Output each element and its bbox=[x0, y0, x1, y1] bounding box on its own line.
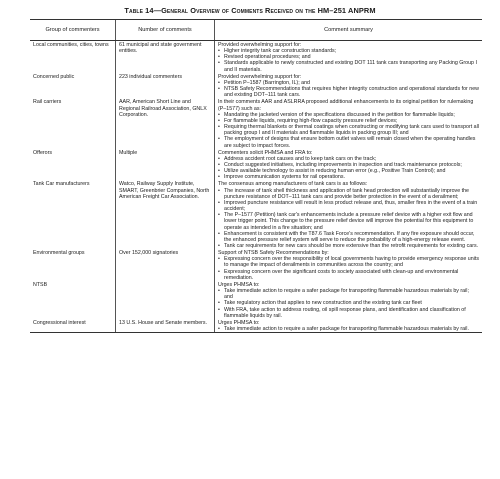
summary-bullet: • Improved puncture resistance will result in less product release and, thus, smaller fires in the event of a train accident; bbox=[218, 200, 479, 212]
cell-summary bbox=[215, 281, 482, 319]
cell-group: Rail carriers bbox=[30, 98, 116, 148]
cell-number: 61 municipal and state government entities. bbox=[116, 41, 215, 73]
summary-lead: In their comments AAR and ASLRRA proposed additional enhancements to its original petition for rulemaking (P–1577) such as: bbox=[218, 99, 474, 112]
summary-bullet: • Revised operational procedures; and bbox=[218, 54, 479, 60]
cell-number: AAR, American Short Line and Regional Railroad Association, GNLX Corporation. bbox=[116, 98, 215, 148]
summary-bullet: • Enhancement is consistent with the T87.6 Task Force's recommendation. If any fire exposure should occur, the enhanced pressure relief system will serve to reduce the probability of a high-energy release event. bbox=[218, 231, 479, 243]
summary-bullets bbox=[218, 288, 479, 319]
summary-bullet: • Standards applicable to newly constructed and existing DOT 111 tank cars transporting any Packing Group I and II materials. bbox=[218, 60, 479, 72]
cell-summary bbox=[215, 98, 482, 148]
table-title-prefix: Table 14— bbox=[124, 6, 162, 15]
summary-bullet: • With FRA, take action to address routing, oil spill response plans, and identification and classification of flammable liquids by rail. bbox=[218, 307, 479, 319]
header-group: Group of commenters bbox=[30, 20, 116, 40]
cell-group: Local communities, cities, towns bbox=[30, 41, 116, 73]
summary-bullet: • Take immediate action to require a safer package for transporting flammable hazardous materials by rail. bbox=[218, 326, 479, 332]
cell-group: Concerned public bbox=[30, 73, 116, 99]
summary-bullet: • Tank car requirements for new cars should be more extensive than the retrofit requirements for existing cars. bbox=[218, 243, 479, 249]
cell-summary bbox=[215, 149, 482, 181]
table-row bbox=[30, 41, 482, 73]
summary-bullets bbox=[218, 256, 479, 281]
summary-lead: Provided overwhelming support for: bbox=[218, 73, 302, 80]
summary-bullet: • Expressing concern over the significant costs to society associated with clean-up and environmental remediation. bbox=[218, 269, 479, 281]
comments-table bbox=[30, 19, 482, 333]
cell-number: Over 152,000 signatories bbox=[116, 249, 215, 281]
summary-bullet: • Conduct suggested initiatives, including improvements in inspection and track maintenance protocols; bbox=[218, 162, 479, 168]
cell-number: 223 individual commenters bbox=[116, 73, 215, 99]
table-row bbox=[30, 281, 482, 319]
summary-bullet: • The increase of tank shell thickness and application of tank head protection will substantially improve the puncture resistance of DOT–111 tank cars and provide better protection in the event of a derailment; bbox=[218, 188, 479, 200]
summary-bullets bbox=[218, 188, 479, 250]
summary-bullets bbox=[218, 112, 479, 149]
summary-bullets bbox=[218, 48, 479, 73]
summary-bullet: • Take regulatory action that applies to new construction and the existing tank car fleet bbox=[218, 300, 479, 306]
cell-number: 13 U.S. House and Senate members. bbox=[116, 319, 215, 332]
summary-bullet: • Higher integrity tank car construction standards; bbox=[218, 48, 479, 54]
summary-lead: Urges PHMSA to: bbox=[218, 319, 260, 326]
table-row bbox=[30, 249, 482, 281]
cell-group: Environmental groups bbox=[30, 249, 116, 281]
summary-bullet: • Petition P–1587 (Barrington, IL); and bbox=[218, 80, 479, 86]
summary-bullet: • Mandating the jacketed version of the specifications discussed in the petition for flammable liquids; bbox=[218, 112, 479, 118]
cell-summary bbox=[215, 249, 482, 281]
cell-group: Tank Car manufacturers bbox=[30, 180, 116, 249]
summary-lead: Support of NTSB Safety Recommendations by: bbox=[218, 250, 329, 257]
cell-summary bbox=[215, 41, 482, 73]
table-header-row bbox=[30, 20, 482, 41]
cell-group: NTSB bbox=[30, 281, 116, 319]
cell-summary bbox=[215, 319, 482, 332]
table-row bbox=[30, 149, 482, 181]
header-summary: Comment summary bbox=[324, 26, 373, 33]
cell-number bbox=[116, 281, 215, 319]
summary-bullet: • Improve communication systems for rail operations. bbox=[218, 174, 479, 180]
summary-bullet: • The P–1577 (Petition) tank car's enhancements include a pressure relief device with a higher exit flow and lower trigger point. This change to the pressure relief device will improve the potential for this equipment to operate as intended in a fire situation; and bbox=[218, 212, 479, 230]
summary-bullet: • Address accident root causes and to keep tank cars on the track; bbox=[218, 156, 479, 162]
summary-bullet: • The employment of designs that ensure bottom outlet valves will remain closed when the operating handles are subject to impact forces. bbox=[218, 136, 479, 148]
cell-summary bbox=[215, 180, 482, 249]
summary-lead: The consensus among manufacturers of tank cars is as follows: bbox=[218, 181, 368, 188]
table-title bbox=[0, 6, 500, 15]
header-number: Number of comments bbox=[116, 20, 215, 40]
table-row bbox=[30, 319, 482, 332]
summary-bullet: • NTSB Safety Recommendations that requires higher integrity construction and operational standards for new and existing DOT–111 tank cars. bbox=[218, 86, 479, 98]
cell-summary bbox=[215, 73, 482, 99]
cell-number: Watco, Railway Supply Institute, SMART, Greenbrier Companies, North American Freight Car Association. bbox=[116, 180, 215, 249]
summary-bullet: • Requiring thermal blankets or thermal coatings when constructing or modifying tank cars used to transport all packing group I and II materials and flammable liquids in packing group III; and bbox=[218, 124, 479, 136]
table-row bbox=[30, 73, 482, 99]
summary-lead: Provided overwhelming support for: bbox=[218, 42, 302, 48]
summary-lead: Commenters solicit PHMSA and FRA to: bbox=[218, 149, 313, 156]
cell-number: Multiple bbox=[116, 149, 215, 181]
table-title-text: General Overview of Comments Received on the HM–251 ANPRM bbox=[161, 6, 376, 15]
summary-bullets bbox=[218, 80, 479, 98]
summary-bullet: • For flammable liquids, requiring high-flow capacity pressure relief devices; bbox=[218, 118, 479, 124]
table-row bbox=[30, 180, 482, 249]
table-body bbox=[30, 41, 482, 332]
summary-bullet: • Utilize available technology to assist in reducing human error (e.g., Positive Train Control); and bbox=[218, 168, 479, 174]
summary-lead: Urges PHMSA to: bbox=[218, 281, 260, 288]
summary-bullets bbox=[218, 326, 479, 332]
summary-bullet: • Take immediate action to require a safer package for transporting flammable hazardous materials by rail; and bbox=[218, 288, 479, 300]
table-row bbox=[30, 98, 482, 148]
summary-bullets bbox=[218, 156, 479, 181]
cell-group: Offerors bbox=[30, 149, 116, 181]
cell-group: Congressional interest bbox=[30, 319, 116, 332]
summary-bullet: • Expressing concern over the responsibility of local governments having to provide emergency response units to manage the impact of derailments in communities across the country; and bbox=[218, 256, 479, 268]
